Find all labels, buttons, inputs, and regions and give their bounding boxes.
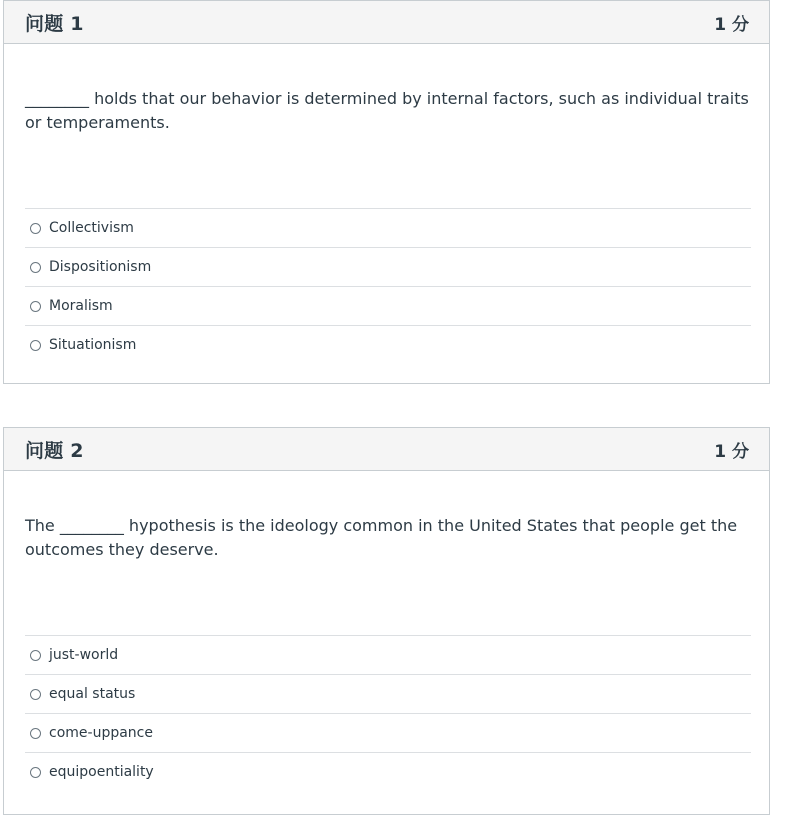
question-text: ________ holds that our behavior is determined by internal factors, such as individual traits or temperaments. [25,89,749,132]
answer-option[interactable] [25,326,751,364]
question-title: 问题 1 [25,13,84,35]
radio-button[interactable] [30,689,41,700]
answer-list [25,208,751,364]
answer-option[interactable] [25,209,751,248]
answer-label: equal status [49,686,136,702]
radio-button[interactable] [30,728,41,739]
question-title: 问题 2 [25,440,84,462]
question-header [4,428,769,471]
question-header [4,1,769,44]
answer-list [25,635,751,791]
answer-label: Moralism [49,298,113,314]
answer-option[interactable] [25,714,751,753]
answer-label: come-uppance [49,725,153,741]
answer-label: equipoentiality [49,764,154,780]
radio-button[interactable] [30,223,41,234]
answer-option[interactable] [25,675,751,714]
radio-button[interactable] [30,340,41,351]
answer-label: just-world [49,647,119,663]
radio-button[interactable] [30,301,41,312]
question-card-1 [3,0,770,384]
radio-button[interactable] [30,650,41,661]
answer-label: Situationism [49,337,137,353]
question-points: 1 分 [714,442,749,462]
question-card-2 [3,427,770,815]
radio-button[interactable] [30,262,41,273]
answer-option[interactable] [25,636,751,675]
radio-button[interactable] [30,767,41,778]
answer-option[interactable] [25,753,751,791]
answer-option[interactable] [25,248,751,287]
question-text: The ________ hypothesis is the ideology common in the United States that people get the outcomes they deserve. [25,516,738,559]
question-points: 1 分 [714,15,749,35]
answer-label: Dispositionism [49,259,152,275]
answer-option[interactable] [25,287,751,326]
answer-label: Collectivism [49,220,134,236]
